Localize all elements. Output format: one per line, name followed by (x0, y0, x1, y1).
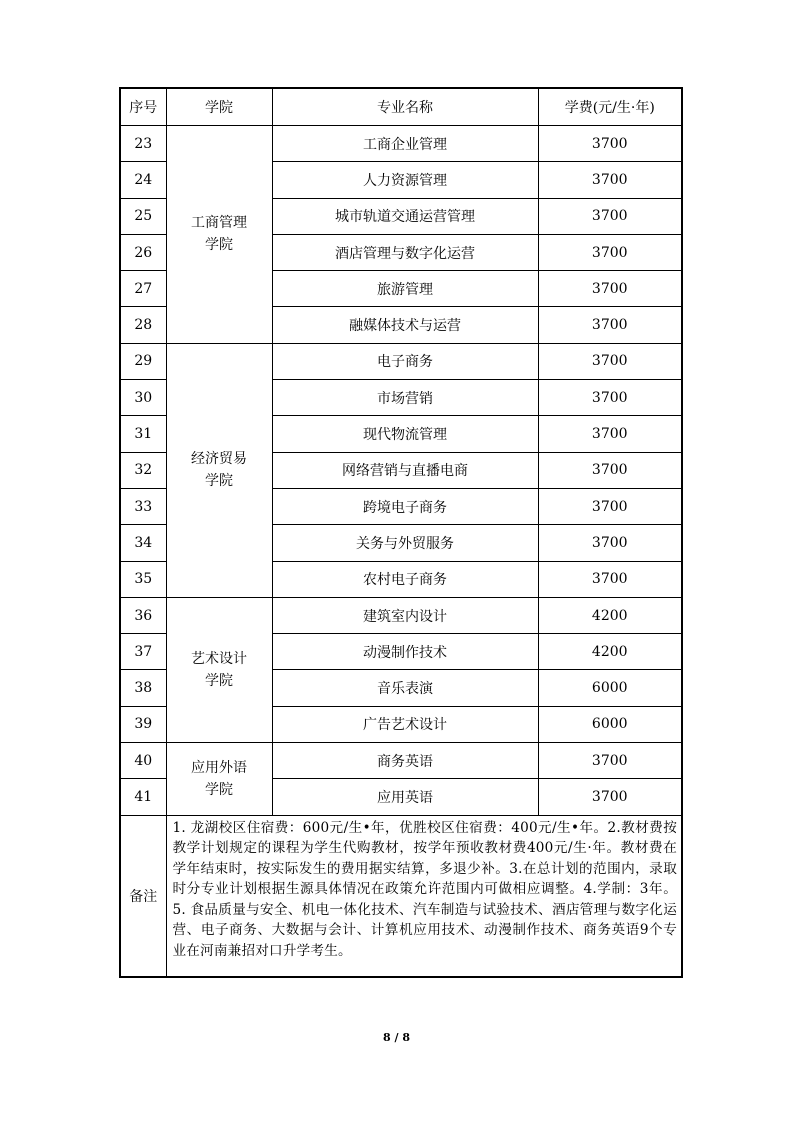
major-name: 城市轨道交通运营管理 (272, 198, 538, 234)
row-index: 23 (120, 126, 166, 162)
row-index: 40 (120, 743, 166, 779)
row-index: 24 (120, 162, 166, 198)
row-index: 30 (120, 380, 166, 416)
major-name: 酒店管理与数字化运营 (272, 234, 538, 270)
major-name: 商务英语 (272, 743, 538, 779)
tuition-fee: 4200 (538, 597, 682, 633)
major-name: 融媒体技术与运营 (272, 307, 538, 343)
table-row (120, 597, 682, 633)
row-index: 34 (120, 525, 166, 561)
college-name-line: 学院 (205, 473, 233, 490)
college-name-line: 经济贸易 (191, 451, 247, 468)
table-body (120, 126, 682, 816)
college-name (166, 743, 272, 816)
row-index: 28 (120, 307, 166, 343)
note-label: 备注 (120, 815, 166, 977)
college-name-line: 艺术设计 (191, 650, 247, 667)
college-name-line: 工商管理 (191, 215, 247, 232)
row-index: 36 (120, 597, 166, 633)
tuition-fee: 3700 (538, 380, 682, 416)
tuition-fee: 3700 (538, 126, 682, 162)
major-name: 广告艺术设计 (272, 706, 538, 742)
tuition-fee: 3700 (538, 307, 682, 343)
college-name-line: 学院 (205, 672, 233, 689)
row-index: 39 (120, 706, 166, 742)
major-name: 动漫制作技术 (272, 634, 538, 670)
college-name-line: 学院 (205, 237, 233, 254)
tuition-fee: 3700 (538, 234, 682, 270)
tuition-fee: 3700 (538, 343, 682, 379)
major-name: 农村电子商务 (272, 561, 538, 597)
row-index: 37 (120, 634, 166, 670)
major-name: 现代物流管理 (272, 416, 538, 452)
tuition-fee: 3700 (538, 743, 682, 779)
major-name: 网络营销与直播电商 (272, 452, 538, 488)
table-row (120, 126, 682, 162)
row-index: 31 (120, 416, 166, 452)
major-name: 关务与外贸服务 (272, 525, 538, 561)
college-name-line: 应用外语 (191, 759, 247, 776)
college-name (166, 126, 272, 344)
major-name: 人力资源管理 (272, 162, 538, 198)
college-name (166, 597, 272, 742)
table-row (120, 743, 682, 779)
tuition-fee: 6000 (538, 706, 682, 742)
row-index: 26 (120, 234, 166, 270)
note-row (120, 815, 682, 977)
tuition-fee: 4200 (538, 634, 682, 670)
row-index: 38 (120, 670, 166, 706)
major-name: 旅游管理 (272, 271, 538, 307)
row-index: 32 (120, 452, 166, 488)
major-name: 音乐表演 (272, 670, 538, 706)
row-index: 29 (120, 343, 166, 379)
row-index: 25 (120, 198, 166, 234)
tuition-fee: 3700 (538, 561, 682, 597)
tuition-fee: 3700 (538, 162, 682, 198)
major-name: 工商企业管理 (272, 126, 538, 162)
header-index: 序号 (120, 88, 166, 126)
tuition-fee: 3700 (538, 452, 682, 488)
major-name: 电子商务 (272, 343, 538, 379)
table-header-row (120, 88, 682, 126)
tuition-fee: 3700 (538, 525, 682, 561)
table-row (120, 343, 682, 379)
major-name: 建筑室内设计 (272, 597, 538, 633)
major-name: 应用英语 (272, 779, 538, 815)
header-fee: 学费(元/生·年) (538, 88, 682, 126)
tuition-fee: 6000 (538, 670, 682, 706)
row-index: 41 (120, 779, 166, 815)
header-college: 学院 (166, 88, 272, 126)
header-major: 专业名称 (272, 88, 538, 126)
page-number: 8 / 8 (383, 1031, 410, 1044)
note-text: 1. 龙湖校区住宿费：600元/生•年，优胜校区住宿费：400元/生•年。2.教材费按教学计划规定的课程为学生代购教材，按学年预收教材费400元/生·年。教材费在学年结束时，按实际发生的费用据实结算，多退少补。3.在总计划的范围内，录取时分专业计划根据生源具体情况在政策允许范围内可做相应调整。4.学制：3年。5. 食品质量与安全、机电一体化技术、汽车制造与试验技术、酒店管理与数字化运营、电子商务、大数据与会计、计算机应用技术、动漫制作技术、商务英语9个专业在河南兼招对口升学考生。 (166, 815, 682, 977)
row-index: 33 (120, 488, 166, 524)
major-name: 市场营销 (272, 380, 538, 416)
tuition-fee: 3700 (538, 271, 682, 307)
tuition-fee: 3700 (538, 416, 682, 452)
college-name (166, 343, 272, 597)
tuition-fee: 3700 (538, 779, 682, 815)
college-name-line: 学院 (205, 781, 233, 798)
tuition-fee-table (119, 87, 683, 978)
major-name: 跨境电子商务 (272, 488, 538, 524)
row-index: 27 (120, 271, 166, 307)
row-index: 35 (120, 561, 166, 597)
tuition-fee: 3700 (538, 198, 682, 234)
tuition-fee: 3700 (538, 488, 682, 524)
